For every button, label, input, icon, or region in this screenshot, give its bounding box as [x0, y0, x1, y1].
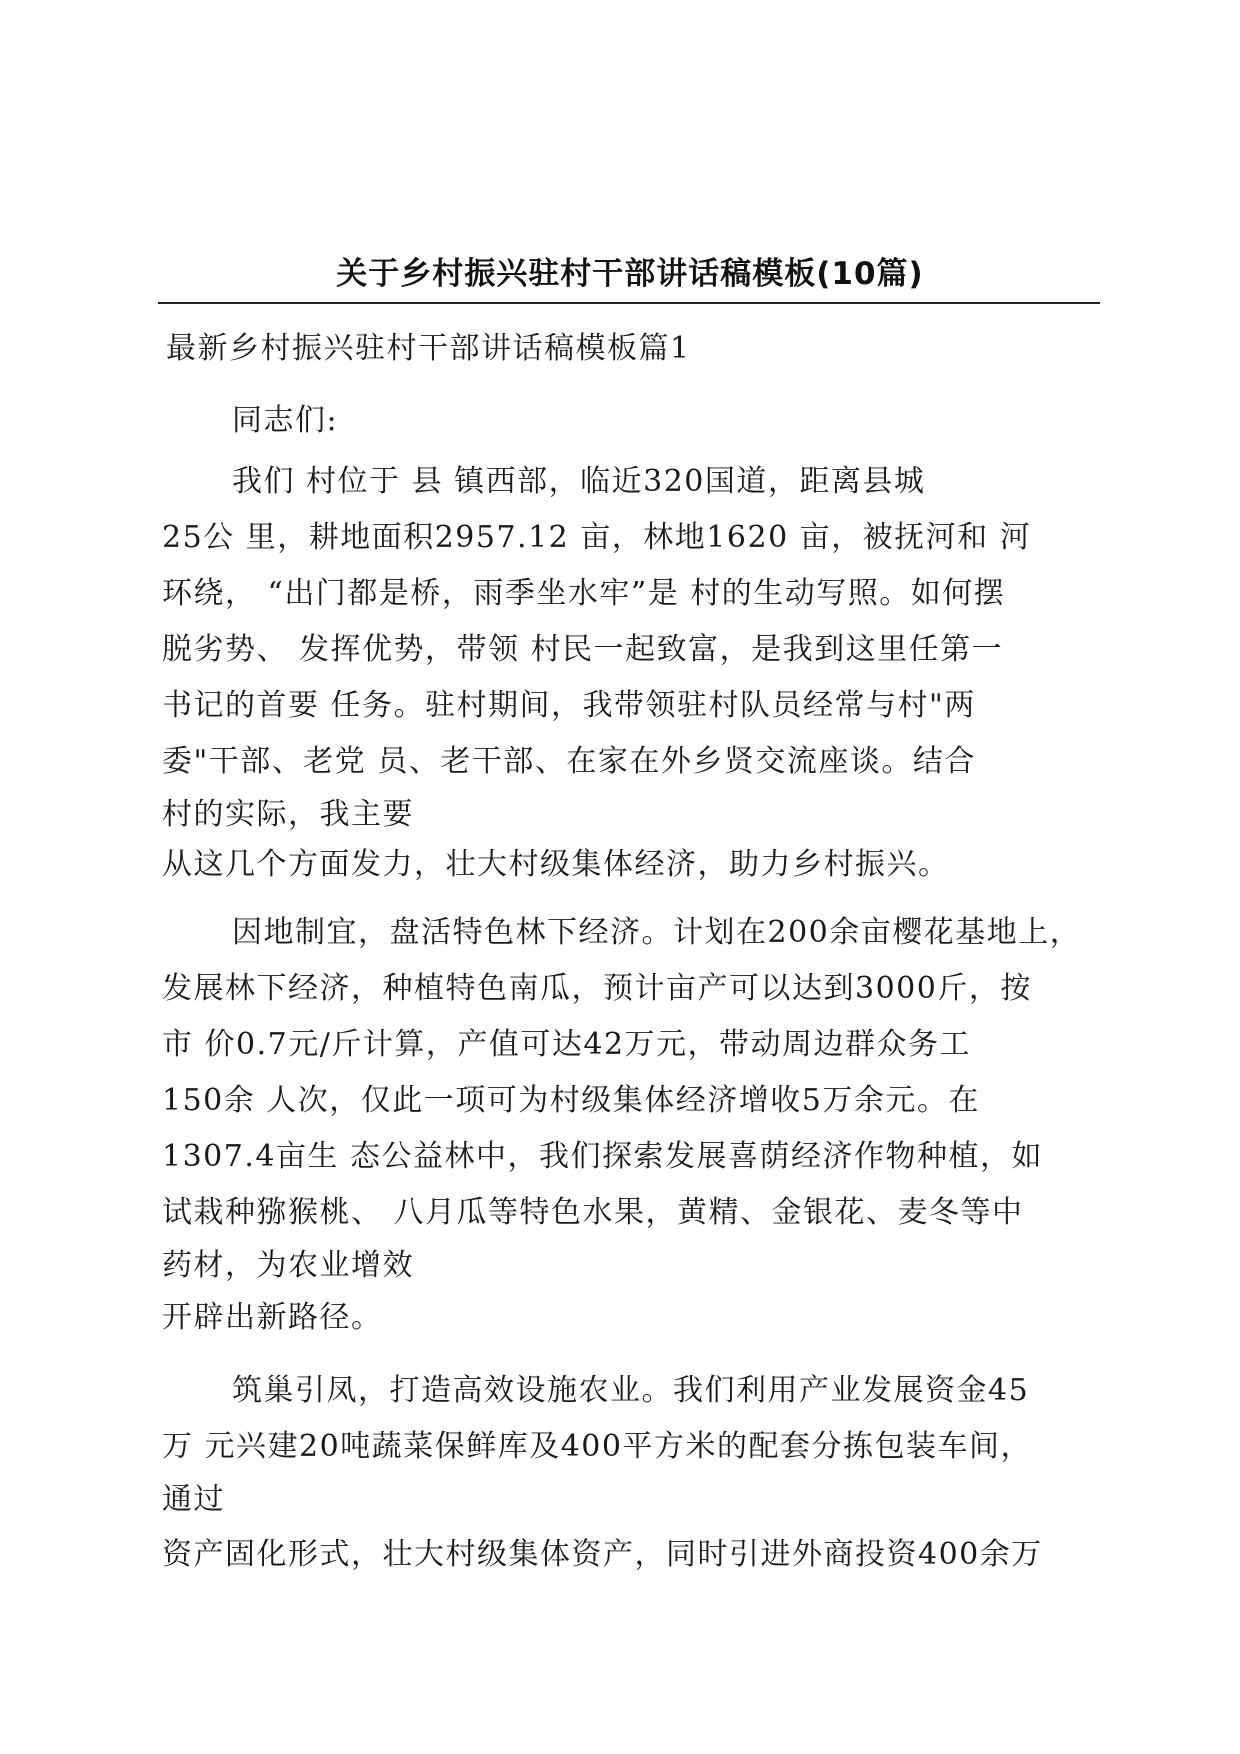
paragraph-line: 因地制宜，盘活特色林下经济。计划在200余亩樱花基地上， [232, 915, 1082, 950]
paragraph-line: 开辟出新路径。 [162, 1300, 383, 1335]
greeting: 同志们: [232, 403, 339, 438]
document-title: 关于乡村振兴驻村干部讲话稿模板(10篇) [336, 256, 924, 292]
paragraph-line: 我们 村位于 县 镇西部，临近320国道，距离县城 [232, 464, 926, 499]
paragraph-line: 1307.4亩生 态公益林中，我们探索发展喜荫经济作物种植，如 [162, 1139, 1044, 1174]
paragraph-line: 村的实际，我主要 [162, 797, 414, 832]
paragraph-line: 书记的首要 任务。驻村期间，我带领驻村队员经常与村"两 [162, 688, 976, 723]
paragraph-line: 环绕， “出门都是桥，雨季坐水牢”是 村的生动写照。如何摆 [162, 576, 1006, 611]
paragraph-line: 从这几个方面发力，壮大村级集体经济，助力乡村振兴。 [162, 847, 950, 882]
section-heading: 最新乡村振兴驻村干部讲话稿模板篇1 [166, 331, 691, 366]
paragraph-line: 资产固化形式，壮大村级集体资产，同时引进外商投资400余万 [162, 1537, 1043, 1572]
paragraph-line: 万 元兴建20吨蔬菜保鲜库及400平方米的配套分拣包装车间， [162, 1429, 1032, 1464]
paragraph-line: 筑巢引凤，打造高效设施农业。我们利用产业发展资金45 [232, 1373, 1030, 1408]
paragraph-line: 25公 里，耕地面积2957.12 亩，林地1620 亩，被抚河和 河 [162, 520, 1032, 555]
paragraph-line: 委"干部、老党 员、老干部、在家在外乡贤交流座谈。结合 [162, 744, 976, 779]
paragraph-line: 脱劣势、 发挥优势，带领 村民一起致富，是我到这里任第一 [162, 632, 1004, 667]
title-divider [158, 302, 1100, 304]
paragraph-line: 市 价0.7元/斤计算，产值可达42万元，带动周边群众务工 [162, 1027, 972, 1062]
paragraph-line: 150余 人次，仅此一项可为村级集体经济增收5万余元。在 [162, 1083, 980, 1118]
paragraph-line: 试栽种猕猴桃、 八月瓜等特色水果，黄精、金银花、麦冬等中 [162, 1195, 1024, 1230]
paragraph-line: 药材，为农业增效 [162, 1248, 414, 1283]
paragraph-line: 通过 [162, 1482, 225, 1517]
paragraph-line: 发展林下经济，种植特色南瓜，预计亩产可以达到3000斤，按 [162, 971, 1032, 1006]
